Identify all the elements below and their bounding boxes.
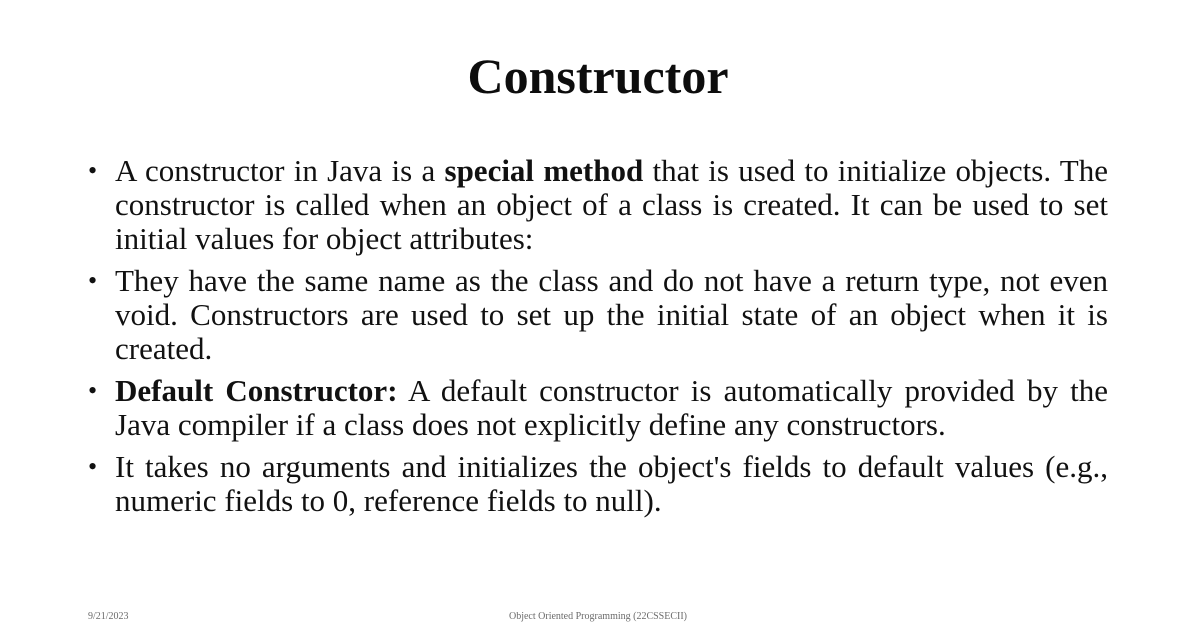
bullet-dot: • xyxy=(88,266,98,295)
bullet-list xyxy=(88,154,1108,526)
bullet-dot: • xyxy=(88,452,98,481)
bullet-text: They have the same name as the class and do not have a return type, not even void. Constructors are used to set up the initial state of an object when it is created. xyxy=(115,263,1108,366)
bullet-text: It takes no arguments and initializes the object's fields to default values (e.g., numeric fields to 0, reference fields to null). xyxy=(115,449,1108,518)
bullet-item xyxy=(88,264,1108,366)
slide-title: Constructor xyxy=(467,48,729,104)
bullet-item xyxy=(88,450,1108,518)
bullet-emphasis: Default Constructor: xyxy=(115,373,398,408)
bullet-emphasis: special method xyxy=(444,153,644,188)
bullet-item xyxy=(88,154,1108,256)
footer-date: 9/21/2023 xyxy=(88,611,129,622)
bullet-item xyxy=(88,374,1108,442)
bullet-text: A default constructor is automatically provided by the Java compiler if a class does not explicitly define any constructors. xyxy=(115,373,1109,442)
bullet-dot: • xyxy=(88,376,98,405)
bullet-text: A constructor in Java is a xyxy=(115,153,445,188)
footer-course: Object Oriented Programming (22CSSECII) xyxy=(508,611,688,622)
bullet-dot: • xyxy=(88,156,98,185)
bullet-text: that is used to initialize objects. The constructor is called when an object of a class is created. It can be used to set initial values for object attributes: xyxy=(115,153,1109,256)
